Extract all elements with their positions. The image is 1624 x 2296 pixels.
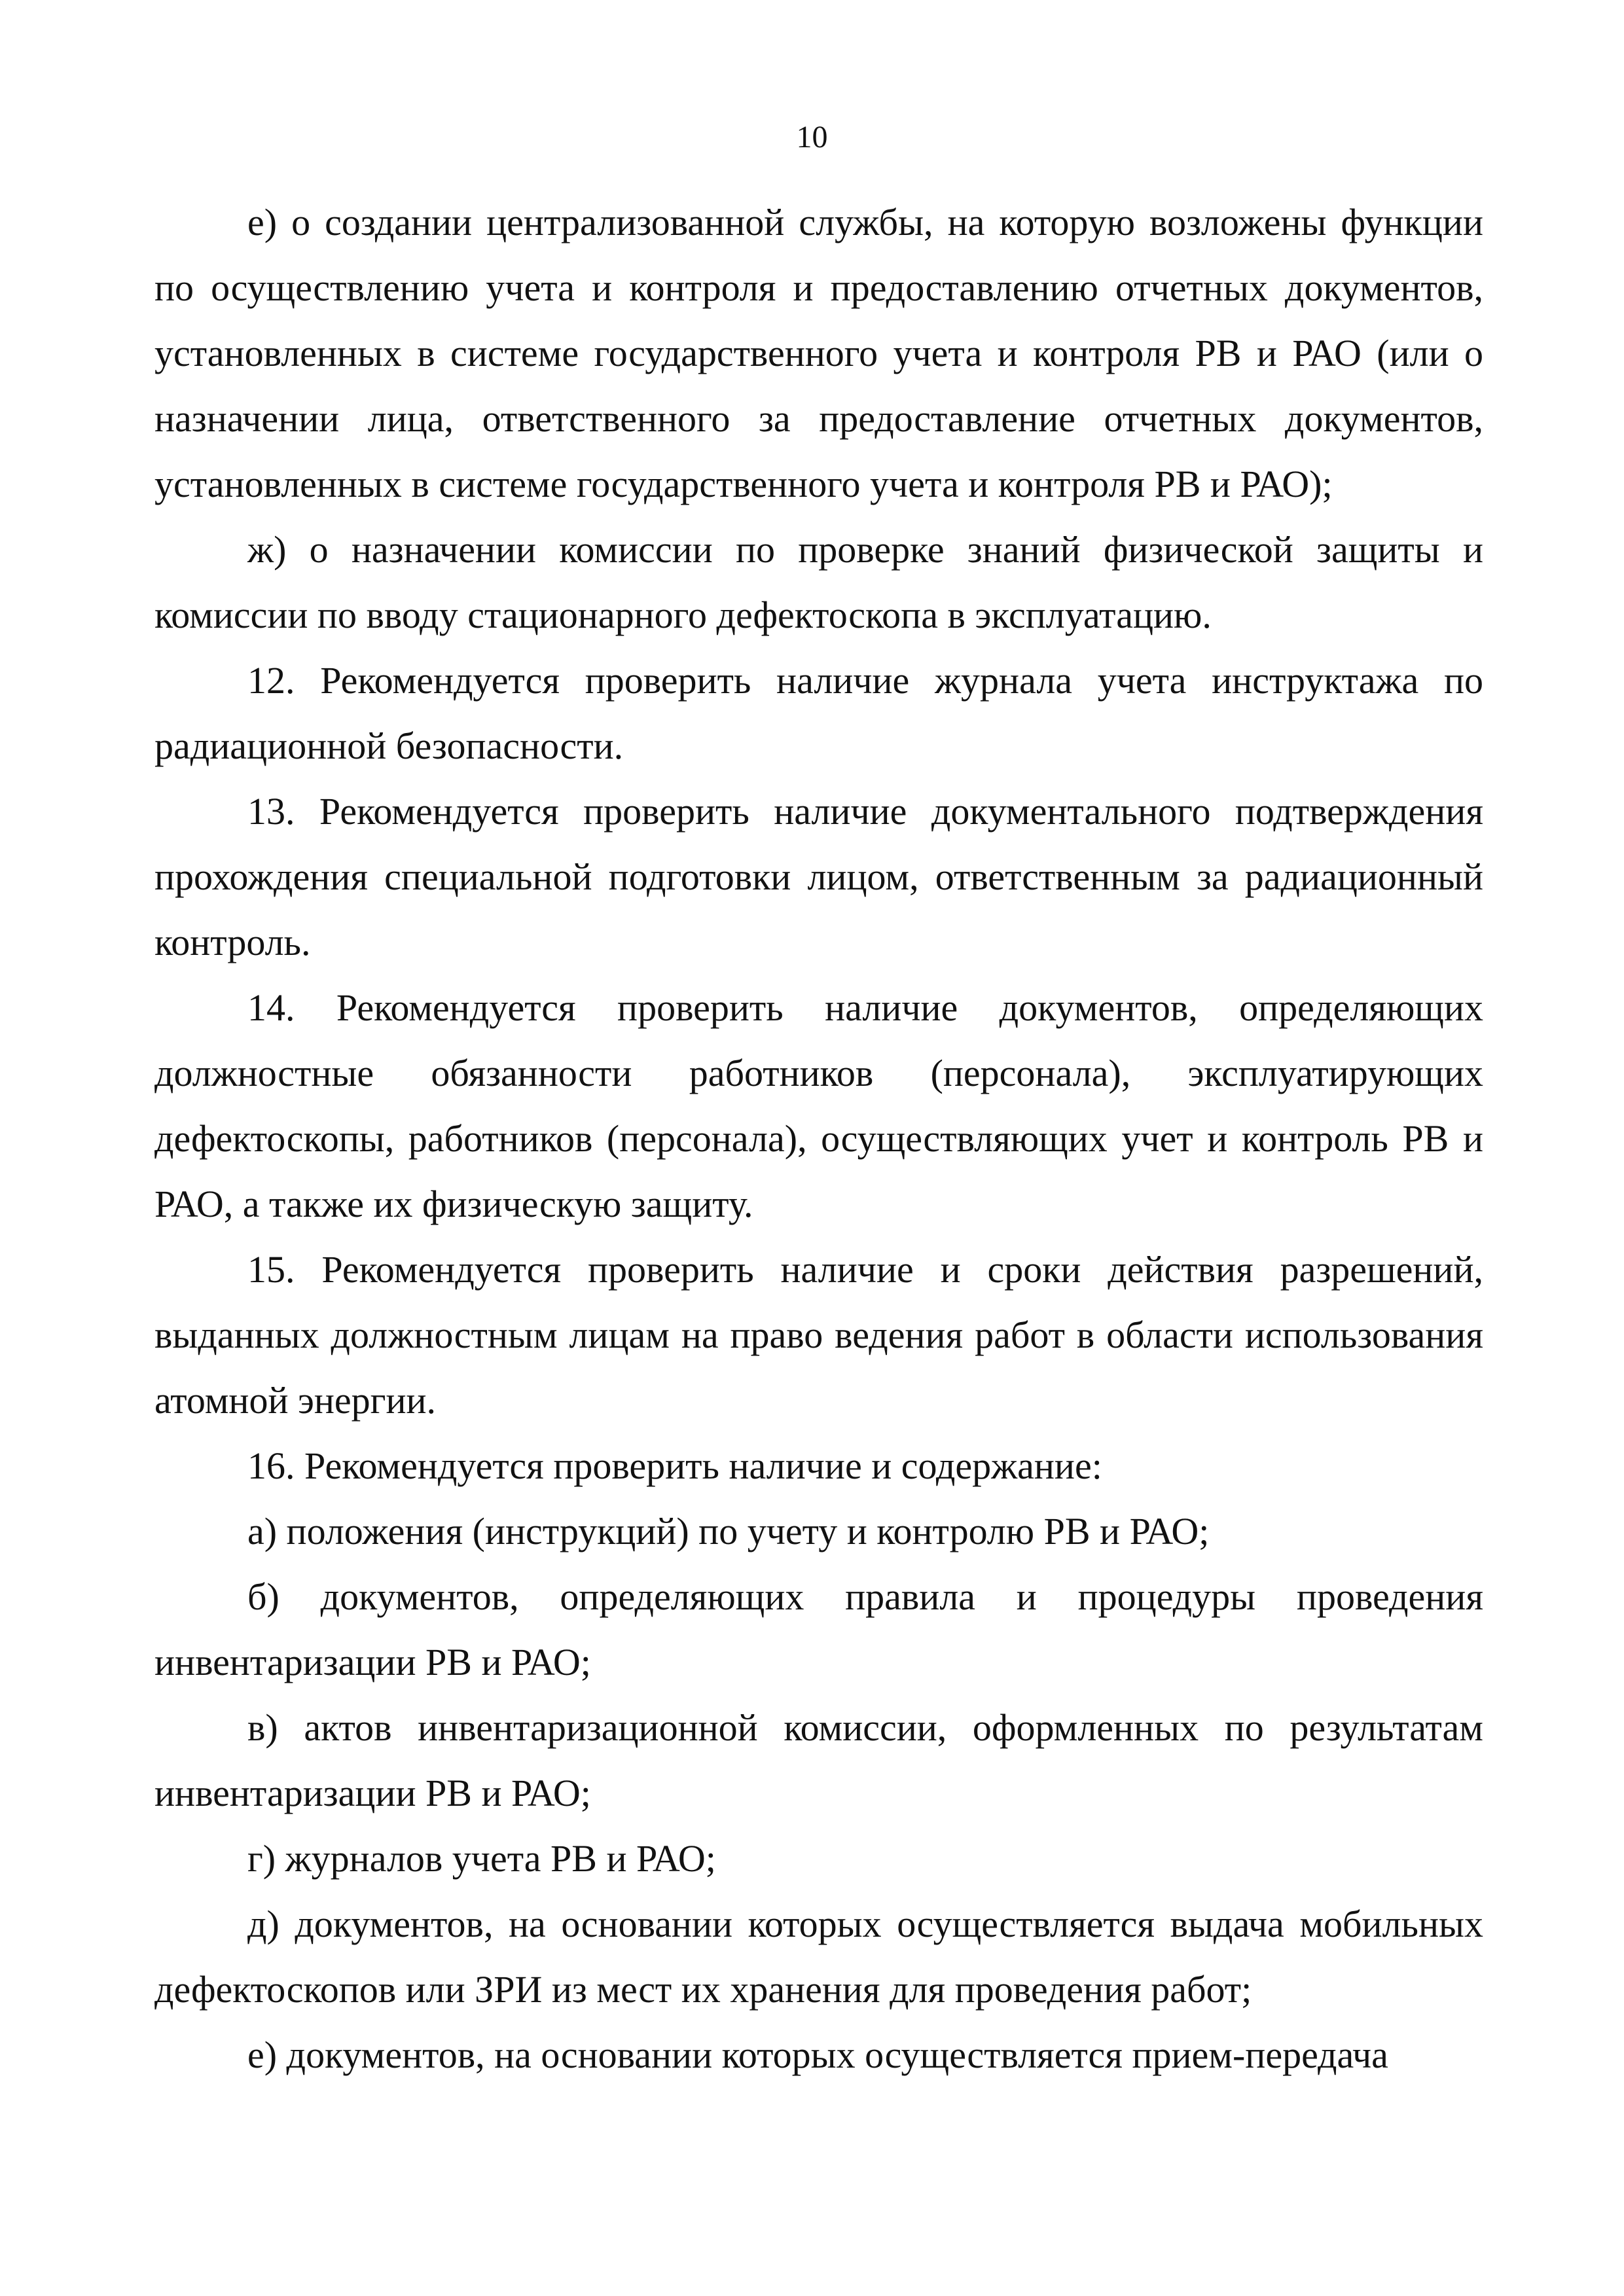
paragraph-16-b: б) документов, определяющих правила и процедуры проведения инвентаризации РВ и РАО;: [154, 1575, 1483, 1683]
paragraph-16-e: е) документов, на основании которых осуществляется прием-передача: [247, 2034, 1388, 2076]
paragraph-16: 16. Рекомендуется проверить наличие и содержание:: [247, 1444, 1102, 1487]
paragraph-e-centralized-service: е) о создании централизованной службы, на которую возложены функции по осуществлению учета и контроля и предоставлению отчетных документов, установленных в системе государственного учета и контроля РВ и РАО (или о назначении лица, ответственного за предоставление отчетных документов, установленных в системе государственного учета и контроля РВ и РАО);: [154, 201, 1483, 505]
page-number: 10: [796, 120, 828, 154]
paragraph-14: 14. Рекомендуется проверить наличие документов, определяющих должностные обязанности работников (персонала), эксплуатирующих дефектоскопы, работников (персонала), осуществляющих учет и контроль РВ и РАО, а также их физическую защиту.: [154, 986, 1483, 1225]
paragraph-16-d: д) документов, на основании которых осуществляется выдача мобильных дефектоскопов или ЗРИ из мест их хранения для проведения работ;: [154, 1903, 1483, 2011]
document-body: [154, 190, 1483, 2088]
paragraph-12: 12. Рекомендуется проверить наличие журнала учета инструктажа по радиационной безопасности.: [154, 659, 1483, 767]
paragraph-15: 15. Рекомендуется проверить наличие и сроки действия разрешений, выданных должностным лицам на право ведения работ в области использования атомной энергии.: [154, 1248, 1483, 1422]
paragraph-16-a: а) положения (инструкций) по учету и контролю РВ и РАО;: [247, 1510, 1210, 1552]
paragraph-zh-commission: ж) о назначении комиссии по проверке знаний физической защиты и комиссии по вводу стационарного дефектоскопа в эксплуатацию.: [154, 528, 1483, 636]
paragraph-16-g: г) журналов учета РВ и РАО;: [247, 1837, 716, 1880]
paragraph-16-v: в) актов инвентаризационной комиссии, оформленных по результатам инвентаризации РВ и РАО;: [154, 1706, 1483, 1814]
paragraph-13: 13. Рекомендуется проверить наличие документального подтверждения прохождения специальной подготовки лицом, ответственным за радиационный контроль.: [154, 790, 1483, 963]
